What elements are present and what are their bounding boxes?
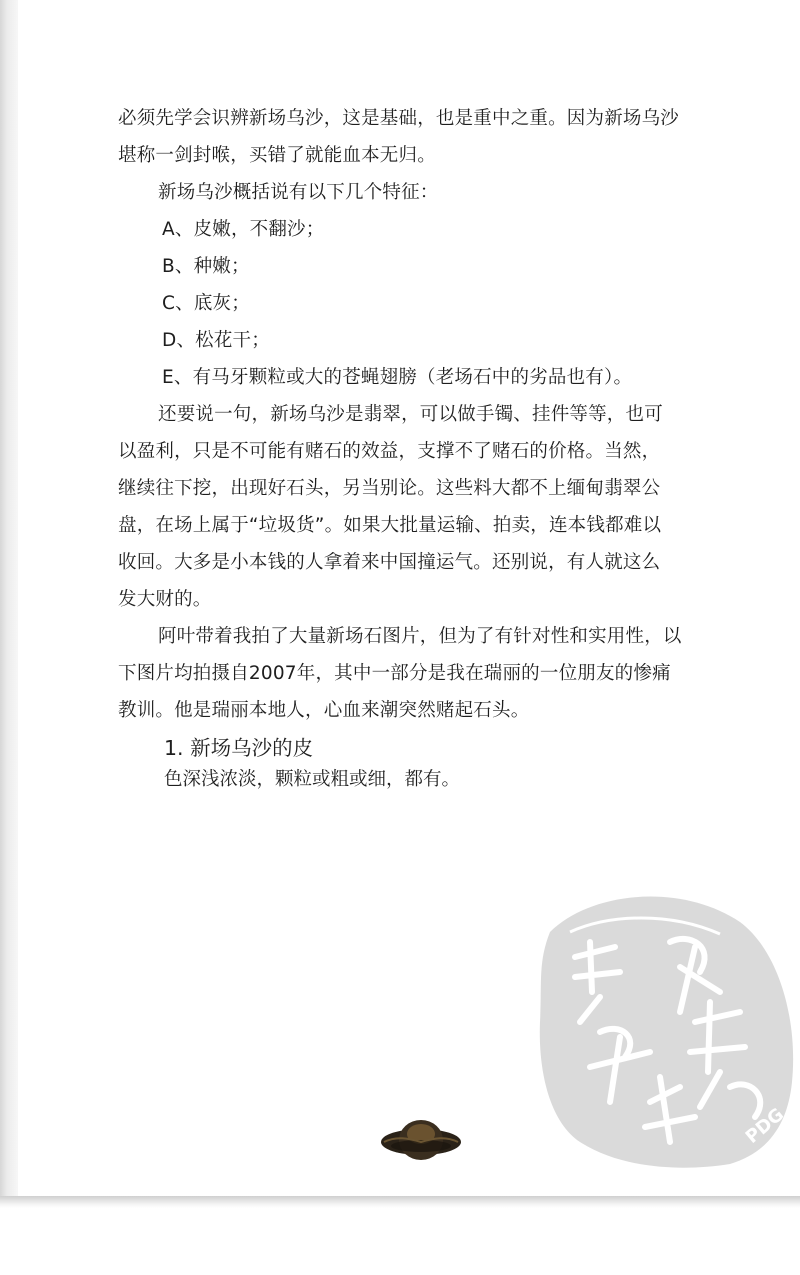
paragraph-1-line-2: 堪称一剑封喉，买错了就能血本无归。	[118, 145, 436, 166]
paragraph-4-line-3: 教训。他是瑞丽本地人，心血来潮突然赌起石头。	[118, 700, 530, 721]
feature-item-d: D、松花干；	[162, 330, 270, 351]
paragraph-3-line-4: 盘，在场上属于“垃圾货”。如果大批量运输、拍卖，连本钱都难以	[118, 515, 662, 536]
page-bottom-shadow	[0, 1196, 800, 1208]
paragraph-2-line-1: 新场乌沙概括说有以下几个特征：	[158, 182, 439, 203]
feature-item-a: A、皮嫩，不翻沙；	[162, 219, 325, 240]
paragraph-4-line-2: 下图片均拍摄自2007年，其中一部分是我在瑞丽的一位朋友的惨痛	[118, 663, 671, 684]
seal-watermark-icon	[530, 872, 800, 1172]
paragraph-3-line-2: 以盈利，只是不可能有赌石的效益，支撑不了赌石的价格。当然，	[118, 441, 661, 462]
watermark-label: PDG	[741, 1104, 789, 1148]
feature-item-e: E、有马牙颗粒或大的苍蝇翅膀（老场石中的劣品也有）。	[162, 367, 633, 388]
page-binding-edge	[0, 0, 18, 1196]
paragraph-3-line-6: 发大财的。	[118, 589, 212, 610]
paragraph-3-line-3: 继续往下挖，出现好石头，另当别论。这些料大都不上缅甸翡翠公	[118, 478, 661, 499]
feature-item-b: B、种嫩；	[162, 256, 250, 277]
feature-item-c: C、底灰；	[162, 293, 250, 314]
paragraph-3-line-1: 还要说一句，新场乌沙是翡翠，可以做手镯、挂件等等，也可	[158, 404, 663, 425]
section-text: 色深浅浓淡，颗粒或粗或细，都有。	[164, 769, 461, 790]
section-heading: 1. 新场乌沙的皮	[164, 736, 314, 760]
paragraph-3-line-5: 收回。大多是小本钱的人拿着来中国撞运气。还别说，有人就这么	[118, 552, 661, 573]
page-ornament-icon	[378, 1112, 464, 1170]
paragraph-4-line-1: 阿叶带着我拍了大量新场石图片，但为了有针对性和实用性，以	[158, 626, 682, 647]
paragraph-1-line-1: 必须先学会识辨新场乌沙，这是基础，也是重中之重。因为新场乌沙	[118, 108, 680, 129]
body-text	[118, 100, 718, 794]
